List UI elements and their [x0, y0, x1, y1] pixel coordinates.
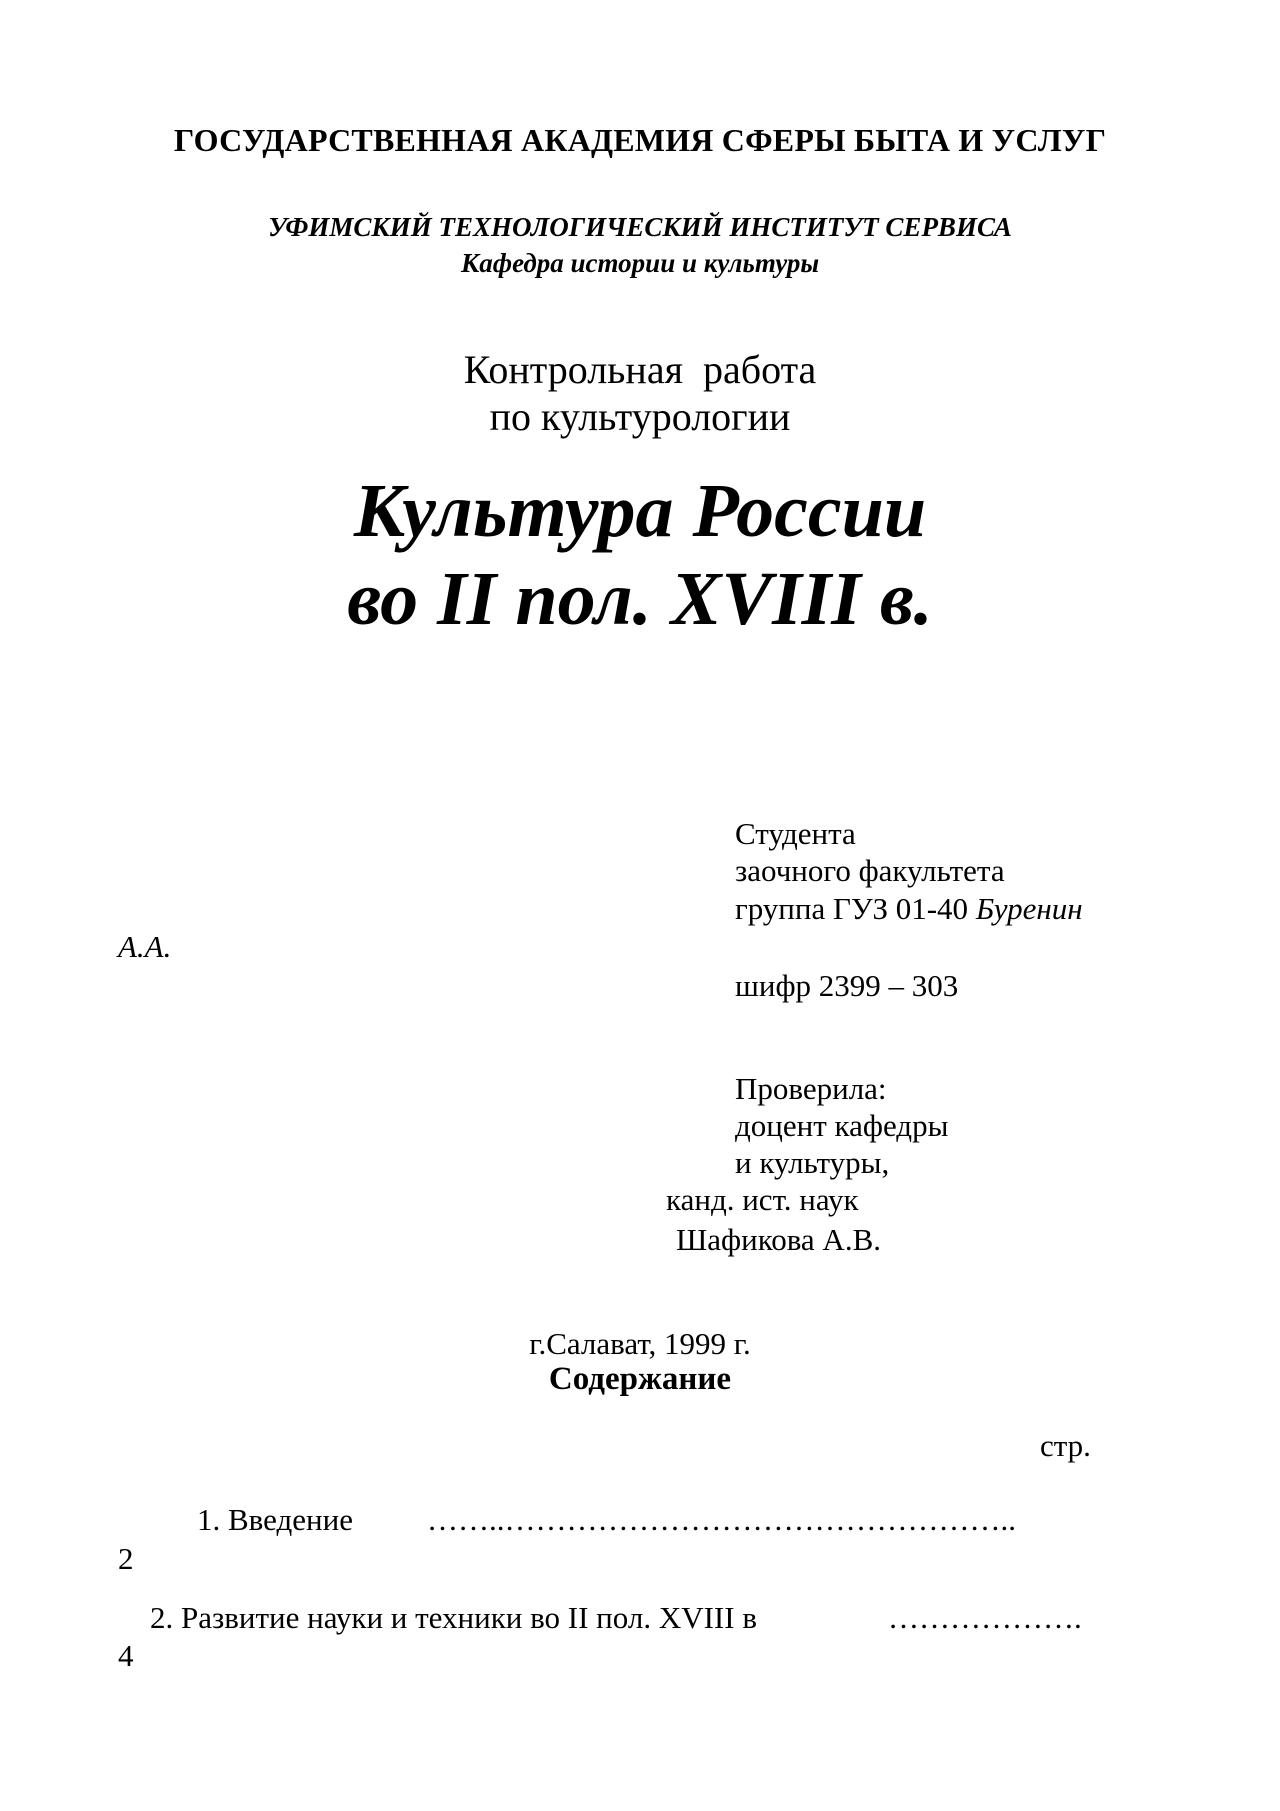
student-group: группа ГУЗ 01-40 [735, 891, 976, 926]
work-type: Контрольная работа [463, 347, 817, 392]
toc-item-2-title: 2. Развитие науки и техники во II пол. XVIII в [150, 1600, 757, 1635]
reviewer-label: Проверила: [735, 1071, 887, 1106]
student-label: Студента [735, 816, 856, 851]
reviewer-degree: канд. ист. наук [666, 1182, 859, 1217]
toc-item-2-leader: ………………. [888, 1600, 1082, 1635]
department-name: Кафедра истории и культуры [460, 248, 820, 278]
work-title-line-1: Культура России [353, 469, 927, 553]
toc-item-1-leader: ……..………………………………………….. [427, 1502, 1016, 1537]
contents-page-label: стр. [1040, 1428, 1091, 1463]
student-surname: Буренин [975, 891, 1083, 926]
student-faculty: заочного факультета [735, 853, 1005, 888]
reviewer-position-line-2: и культуры, [735, 1145, 890, 1180]
place-year: г.Салават, 1999 г. [529, 1326, 751, 1361]
work-title-line-2: во II пол. XVIII в. [347, 557, 933, 641]
toc-item-1-title: 1. Введение [197, 1502, 353, 1537]
work-subject: по культурологии [489, 394, 791, 439]
institute-name: УФИМСКИЙ ТЕХНОЛОГИЧЕСКИЙ ИНСТИТУТ СЕРВИСА [268, 212, 1012, 242]
student-initials: А.А. [118, 929, 172, 964]
toc-item-2-page: 4 [118, 1638, 134, 1673]
toc-item-1-page: 2 [118, 1541, 134, 1576]
student-group-line [735, 891, 1083, 927]
reviewer-name: Шафикова А.В. [676, 1222, 881, 1257]
reviewer-position-line-1: доцент кафедры [735, 1108, 949, 1143]
student-cipher: шифр 2399 – 303 [735, 968, 959, 1003]
contents-heading: Содержание [548, 1361, 732, 1397]
academy-name: ГОСУДАРСТВЕННАЯ АКАДЕМИЯ СФЕРЫ БЫТА И УСЛУГ [173, 122, 1107, 158]
